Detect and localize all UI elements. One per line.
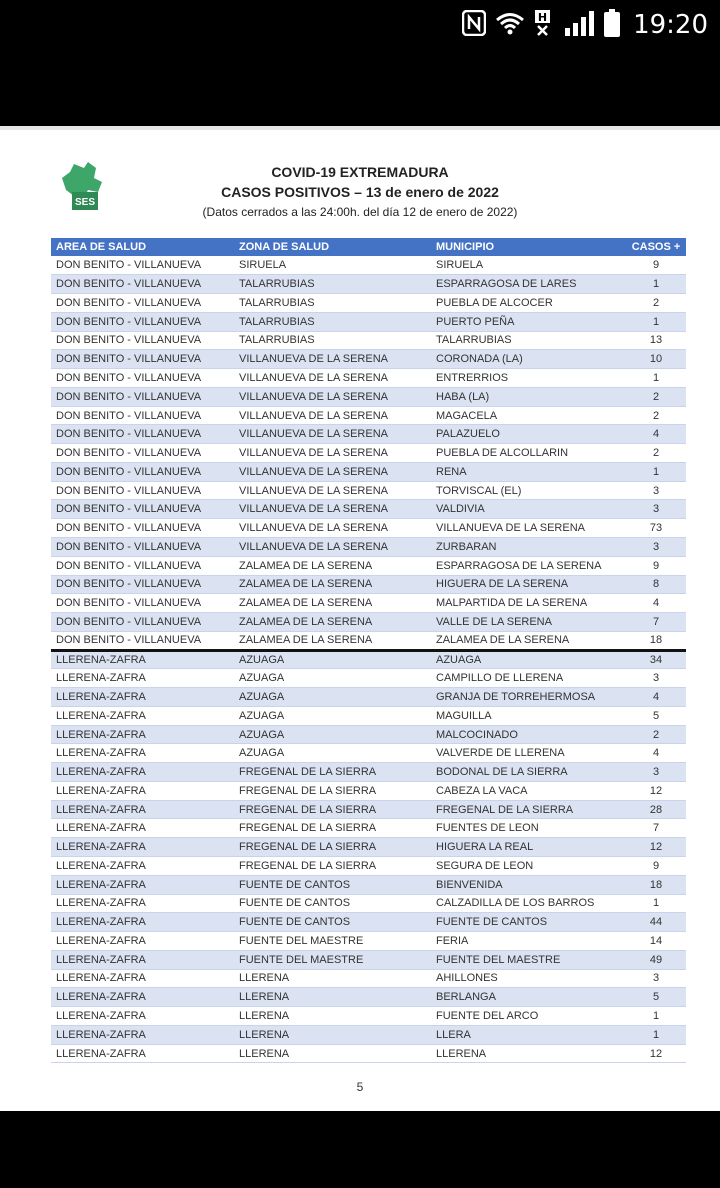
table-row: [51, 781, 686, 800]
cell-casos: 2: [621, 387, 686, 406]
cell-zona: TALARRUBIAS: [234, 275, 431, 294]
cell-municipio: FUENTES DE LEON: [431, 819, 621, 838]
cell-municipio: MAGUILLA: [431, 706, 621, 725]
cell-zona: VILLANUEVA DE LA SERENA: [234, 350, 431, 369]
cell-casos: 3: [621, 669, 686, 688]
cell-casos: 49: [621, 950, 686, 969]
cell-area: DON BENITO - VILLANUEVA: [51, 613, 234, 632]
cell-area: LLERENA-ZAFRA: [51, 950, 234, 969]
cell-casos: 3: [621, 500, 686, 519]
cell-municipio: BIENVENIDA: [431, 875, 621, 894]
header-casos: CASOS +: [621, 238, 686, 256]
cell-zona: VILLANUEVA DE LA SERENA: [234, 519, 431, 538]
svg-text:H: H: [537, 10, 548, 24]
table-row: [51, 988, 686, 1007]
cell-zona: FUENTE DE CANTOS: [234, 894, 431, 913]
cell-casos: 10: [621, 350, 686, 369]
cell-zona: ZALAMEA DE LA SERENA: [234, 631, 431, 650]
table-row: [51, 631, 686, 650]
cell-municipio: BERLANGA: [431, 988, 621, 1007]
cell-area: LLERENA-ZAFRA: [51, 688, 234, 707]
cell-municipio: CORONADA (LA): [431, 350, 621, 369]
cell-municipio: FREGENAL DE LA SIERRA: [431, 800, 621, 819]
document-subtitle: CASOS POSITIVOS – 13 de enero de 2022: [221, 184, 499, 200]
hd-no-sim-icon: [534, 9, 556, 42]
cell-area: DON BENITO - VILLANUEVA: [51, 425, 234, 444]
cell-municipio: CALZADILLA DE LOS BARROS: [431, 894, 621, 913]
cell-area: DON BENITO - VILLANUEVA: [51, 350, 234, 369]
cell-zona: VILLANUEVA DE LA SERENA: [234, 387, 431, 406]
signal-icon: [565, 10, 595, 41]
cell-zona: LLERENA: [234, 1044, 431, 1063]
table-row: [51, 763, 686, 782]
cell-area: LLERENA-ZAFRA: [51, 857, 234, 876]
cell-casos: 1: [621, 312, 686, 331]
table-row: [51, 425, 686, 444]
cell-municipio: VALVERDE DE LLERENA: [431, 744, 621, 763]
cell-municipio: FERIA: [431, 932, 621, 951]
cell-municipio: SEGURA DE LEON: [431, 857, 621, 876]
cell-municipio: PUEBLA DE ALCOCER: [431, 294, 621, 313]
table-row: [51, 838, 686, 857]
cell-municipio: PUEBLA DE ALCOLLARIN: [431, 444, 621, 463]
status-time: 19:20: [633, 10, 708, 40]
table-row: [51, 556, 686, 575]
cell-municipio: VILLANUEVA DE LA SERENA: [431, 519, 621, 538]
cell-casos: 2: [621, 406, 686, 425]
cell-municipio: HIGUERA LA REAL: [431, 838, 621, 857]
battery-icon: [604, 9, 620, 42]
cell-casos: 1: [621, 275, 686, 294]
cell-municipio: ZURBARAN: [431, 537, 621, 556]
cell-casos: 8: [621, 575, 686, 594]
cell-zona: FUENTE DE CANTOS: [234, 913, 431, 932]
cell-municipio: MAGACELA: [431, 406, 621, 425]
cell-municipio: AHILLONES: [431, 969, 621, 988]
status-bar: [0, 0, 720, 50]
cell-casos: 2: [621, 725, 686, 744]
cell-zona: AZUAGA: [234, 688, 431, 707]
table-row: [51, 1025, 686, 1044]
cell-casos: 12: [621, 838, 686, 857]
cell-zona: AZUAGA: [234, 706, 431, 725]
cell-zona: VILLANUEVA DE LA SERENA: [234, 425, 431, 444]
cell-municipio: GRANJA DE TORREHERMOSA: [431, 688, 621, 707]
cell-zona: ZALAMEA DE LA SERENA: [234, 556, 431, 575]
table-row: [51, 256, 686, 275]
table-row: [51, 744, 686, 763]
cases-table: [51, 238, 686, 1063]
cell-casos: 14: [621, 932, 686, 951]
header-zona: ZONA DE SALUD: [234, 238, 431, 256]
document-title: COVID-19 EXTREMADURA: [271, 164, 449, 180]
cell-area: DON BENITO - VILLANUEVA: [51, 575, 234, 594]
cell-zona: FUENTE DEL MAESTRE: [234, 932, 431, 951]
table-row: [51, 819, 686, 838]
cell-zona: FREGENAL DE LA SIERRA: [234, 819, 431, 838]
cell-area: DON BENITO - VILLANUEVA: [51, 594, 234, 613]
cell-area: DON BENITO - VILLANUEVA: [51, 256, 234, 275]
cell-casos: 4: [621, 594, 686, 613]
table-row: [51, 950, 686, 969]
cell-municipio: LLERENA: [431, 1044, 621, 1063]
table-row: [51, 275, 686, 294]
nfc-icon: [462, 10, 486, 41]
cell-area: LLERENA-ZAFRA: [51, 1025, 234, 1044]
cell-area: DON BENITO - VILLANUEVA: [51, 369, 234, 388]
cell-casos: 34: [621, 650, 686, 669]
cell-zona: SIRUELA: [234, 256, 431, 275]
cell-zona: FREGENAL DE LA SIERRA: [234, 781, 431, 800]
cell-municipio: HABA (LA): [431, 387, 621, 406]
cell-casos: 5: [621, 988, 686, 1007]
cell-casos: 13: [621, 331, 686, 350]
cell-zona: AZUAGA: [234, 725, 431, 744]
cell-municipio: VALDIVIA: [431, 500, 621, 519]
cell-zona: LLERENA: [234, 1007, 431, 1026]
cell-casos: 1: [621, 369, 686, 388]
cell-zona: ZALAMEA DE LA SERENA: [234, 613, 431, 632]
cell-area: LLERENA-ZAFRA: [51, 1044, 234, 1063]
cell-zona: FREGENAL DE LA SIERRA: [234, 763, 431, 782]
cell-municipio: ESPARRAGOSA DE LARES: [431, 275, 621, 294]
cell-zona: LLERENA: [234, 1025, 431, 1044]
cell-municipio: ENTRERRIOS: [431, 369, 621, 388]
cell-zona: VILLANUEVA DE LA SERENA: [234, 462, 431, 481]
cell-casos: 5: [621, 706, 686, 725]
table-row: [51, 481, 686, 500]
cell-area: LLERENA-ZAFRA: [51, 650, 234, 669]
cell-casos: 9: [621, 256, 686, 275]
cell-zona: FREGENAL DE LA SIERRA: [234, 800, 431, 819]
page-number: 5: [356, 1080, 364, 1094]
table-row: [51, 519, 686, 538]
cell-casos: 73: [621, 519, 686, 538]
cell-casos: 12: [621, 1044, 686, 1063]
table-row: [51, 800, 686, 819]
cell-area: DON BENITO - VILLANUEVA: [51, 444, 234, 463]
cell-area: DON BENITO - VILLANUEVA: [51, 462, 234, 481]
cell-area: LLERENA-ZAFRA: [51, 706, 234, 725]
svg-text:SES: SES: [74, 197, 96, 208]
cell-casos: 44: [621, 913, 686, 932]
cell-casos: 28: [621, 800, 686, 819]
cell-zona: AZUAGA: [234, 744, 431, 763]
bottom-bar: [0, 1111, 720, 1188]
cell-municipio: FUENTE DEL ARCO: [431, 1007, 621, 1026]
cell-area: DON BENITO - VILLANUEVA: [51, 275, 234, 294]
cell-zona: FUENTE DEL MAESTRE: [234, 950, 431, 969]
cell-zona: ZALAMEA DE LA SERENA: [234, 594, 431, 613]
table-row: [51, 369, 686, 388]
cell-zona: LLERENA: [234, 988, 431, 1007]
table-header-row: [51, 238, 686, 256]
cell-municipio: CAMPILLO DE LLERENA: [431, 669, 621, 688]
table-row: [51, 462, 686, 481]
table-row: [51, 650, 686, 669]
table-row: [51, 500, 686, 519]
table-row: [51, 706, 686, 725]
cell-zona: FUENTE DE CANTOS: [234, 875, 431, 894]
table-row: [51, 444, 686, 463]
table-row: [51, 669, 686, 688]
cell-municipio: ZALAMEA DE LA SERENA: [431, 631, 621, 650]
cell-municipio: LLERA: [431, 1025, 621, 1044]
cell-municipio: PUERTO PEÑA: [431, 312, 621, 331]
cell-area: DON BENITO - VILLANUEVA: [51, 537, 234, 556]
cell-casos: 3: [621, 481, 686, 500]
cell-zona: ZALAMEA DE LA SERENA: [234, 575, 431, 594]
status-icons: [462, 8, 708, 42]
cell-municipio: MALCOCINADO: [431, 725, 621, 744]
wifi-icon: [495, 11, 525, 40]
table-row: [51, 688, 686, 707]
cell-municipio: VALLE DE LA SERENA: [431, 613, 621, 632]
cell-area: LLERENA-ZAFRA: [51, 763, 234, 782]
cell-area: LLERENA-ZAFRA: [51, 669, 234, 688]
cell-area: LLERENA-ZAFRA: [51, 969, 234, 988]
cell-municipio: FUENTE DE CANTOS: [431, 913, 621, 932]
table-row: [51, 537, 686, 556]
cell-area: DON BENITO - VILLANUEVA: [51, 556, 234, 575]
cell-casos: 9: [621, 857, 686, 876]
cell-casos: 4: [621, 688, 686, 707]
cell-municipio: CABEZA LA VACA: [431, 781, 621, 800]
table-row: [51, 406, 686, 425]
cell-area: LLERENA-ZAFRA: [51, 875, 234, 894]
table-row: [51, 350, 686, 369]
cell-municipio: BODONAL DE LA SIERRA: [431, 763, 621, 782]
document-page[interactable]: [0, 126, 720, 1111]
cell-area: LLERENA-ZAFRA: [51, 894, 234, 913]
cell-zona: TALARRUBIAS: [234, 312, 431, 331]
cell-zona: VILLANUEVA DE LA SERENA: [234, 537, 431, 556]
cell-zona: LLERENA: [234, 969, 431, 988]
table-row: [51, 575, 686, 594]
cell-casos: 1: [621, 894, 686, 913]
cell-zona: AZUAGA: [234, 650, 431, 669]
table-row: [51, 875, 686, 894]
cell-area: LLERENA-ZAFRA: [51, 744, 234, 763]
cell-zona: VILLANUEVA DE LA SERENA: [234, 406, 431, 425]
cell-municipio: SIRUELA: [431, 256, 621, 275]
table-row: [51, 857, 686, 876]
cell-area: DON BENITO - VILLANUEVA: [51, 519, 234, 538]
cell-casos: 3: [621, 763, 686, 782]
cell-casos: 3: [621, 969, 686, 988]
cell-area: LLERENA-ZAFRA: [51, 838, 234, 857]
cell-municipio: RENA: [431, 462, 621, 481]
cell-zona: VILLANUEVA DE LA SERENA: [234, 444, 431, 463]
cell-municipio: FUENTE DEL MAESTRE: [431, 950, 621, 969]
cell-casos: 18: [621, 875, 686, 894]
table-row: [51, 294, 686, 313]
cell-casos: 4: [621, 744, 686, 763]
table-row: [51, 1007, 686, 1026]
cell-municipio: HIGUERA DE LA SERENA: [431, 575, 621, 594]
cell-area: DON BENITO - VILLANUEVA: [51, 500, 234, 519]
header-area: AREA DE SALUD: [51, 238, 234, 256]
cell-casos: 1: [621, 1007, 686, 1026]
cell-zona: VILLANUEVA DE LA SERENA: [234, 481, 431, 500]
cell-area: DON BENITO - VILLANUEVA: [51, 406, 234, 425]
cell-zona: FREGENAL DE LA SIERRA: [234, 857, 431, 876]
cell-municipio: ESPARRAGOSA DE LA SERENA: [431, 556, 621, 575]
table-row: [51, 725, 686, 744]
cell-municipio: TALARRUBIAS: [431, 331, 621, 350]
cell-casos: 2: [621, 444, 686, 463]
cell-area: DON BENITO - VILLANUEVA: [51, 312, 234, 331]
cell-casos: 9: [621, 556, 686, 575]
cell-municipio: TORVISCAL (EL): [431, 481, 621, 500]
table-row: [51, 387, 686, 406]
table-row: [51, 613, 686, 632]
table-row: [51, 913, 686, 932]
cell-area: LLERENA-ZAFRA: [51, 913, 234, 932]
cell-casos: 4: [621, 425, 686, 444]
header-municipio: MUNICIPIO: [431, 238, 621, 256]
cell-area: DON BENITO - VILLANUEVA: [51, 481, 234, 500]
cell-casos: 3: [621, 537, 686, 556]
cell-area: DON BENITO - VILLANUEVA: [51, 294, 234, 313]
cell-area: LLERENA-ZAFRA: [51, 988, 234, 1007]
table-row: [51, 594, 686, 613]
cell-area: LLERENA-ZAFRA: [51, 1007, 234, 1026]
cell-area: DON BENITO - VILLANUEVA: [51, 631, 234, 650]
table-row: [51, 1044, 686, 1063]
cell-casos: 18: [621, 631, 686, 650]
table-row: [51, 894, 686, 913]
cell-zona: VILLANUEVA DE LA SERENA: [234, 500, 431, 519]
cell-area: LLERENA-ZAFRA: [51, 800, 234, 819]
cell-area: DON BENITO - VILLANUEVA: [51, 331, 234, 350]
cell-zona: TALARRUBIAS: [234, 294, 431, 313]
cell-area: LLERENA-ZAFRA: [51, 932, 234, 951]
table-row: [51, 312, 686, 331]
table-row: [51, 932, 686, 951]
document-note: (Datos cerrados a las 24:00h. del día 12 de enero de 2022): [202, 205, 518, 219]
table-body: [51, 256, 686, 1063]
cell-casos: 7: [621, 613, 686, 632]
cell-casos: 12: [621, 781, 686, 800]
table-row: [51, 331, 686, 350]
cell-municipio: PALAZUELO: [431, 425, 621, 444]
cell-municipio: MALPARTIDA DE LA SERENA: [431, 594, 621, 613]
cell-area: LLERENA-ZAFRA: [51, 819, 234, 838]
cell-area: LLERENA-ZAFRA: [51, 725, 234, 744]
cell-casos: 2: [621, 294, 686, 313]
cell-area: DON BENITO - VILLANUEVA: [51, 387, 234, 406]
cell-casos: 7: [621, 819, 686, 838]
cell-municipio: AZUAGA: [431, 650, 621, 669]
cell-area: LLERENA-ZAFRA: [51, 781, 234, 800]
cell-casos: 1: [621, 1025, 686, 1044]
cell-zona: FREGENAL DE LA SIERRA: [234, 838, 431, 857]
cell-casos: 1: [621, 462, 686, 481]
cell-zona: TALARRUBIAS: [234, 331, 431, 350]
cell-zona: VILLANUEVA DE LA SERENA: [234, 369, 431, 388]
table-row: [51, 969, 686, 988]
cell-zona: AZUAGA: [234, 669, 431, 688]
